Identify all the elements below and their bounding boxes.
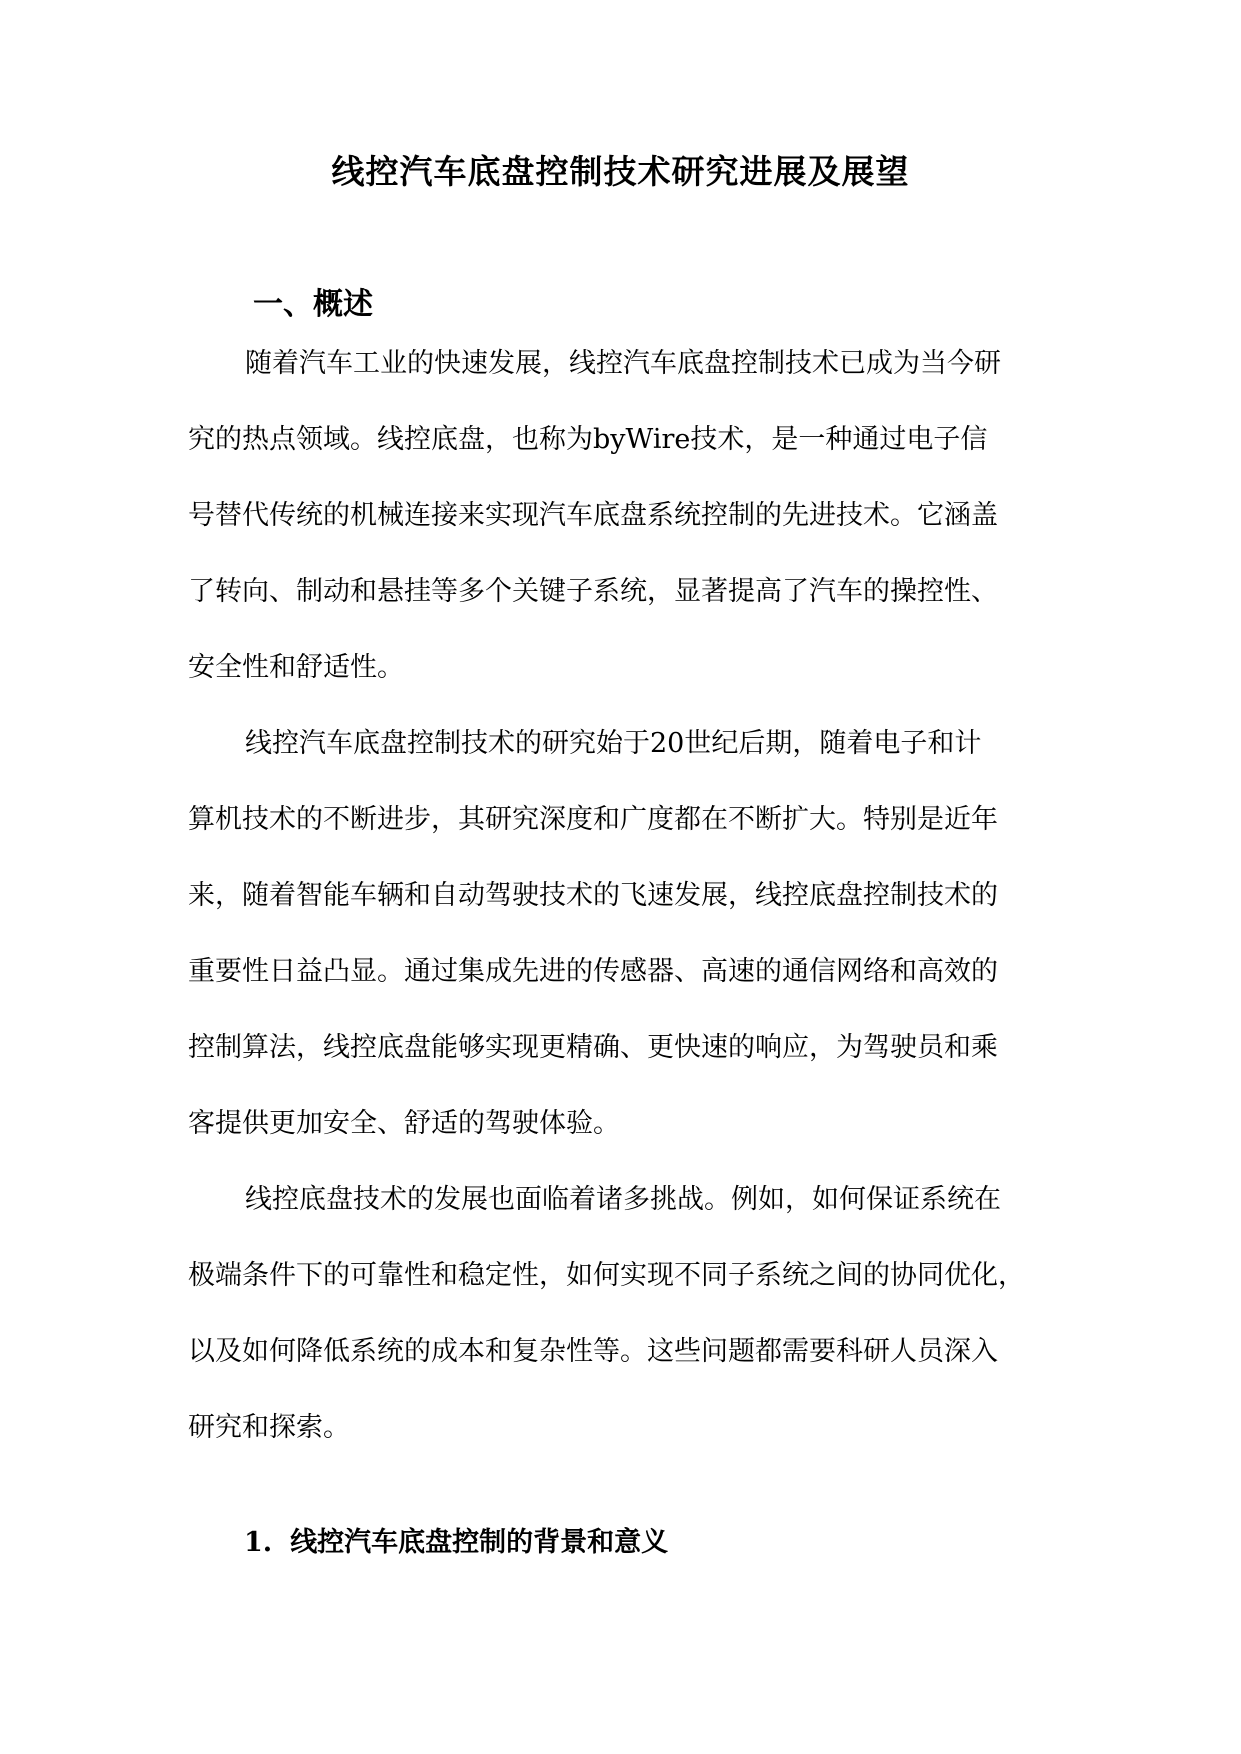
paragraph-line: 研究和探索。: [188, 1412, 350, 1443]
subsection-heading-background: [244, 1523, 668, 1563]
paragraph-line: 客提供更加安全、舒适的驾驶体验。: [188, 1108, 620, 1139]
paragraph-line: 安全性和舒适性。: [188, 652, 404, 683]
paragraph-line: 了转向、制动和悬挂等多个关键子系统，显著提高了汽车的操控性、: [188, 576, 998, 607]
paragraph-line: 随着汽车工业的快速发展，线控汽车底盘控制技术已成为当今研: [245, 348, 1001, 379]
section-heading-overview: 一、概述: [253, 287, 373, 322]
paragraph-line: 重要性日益凸显。通过集成先进的传感器、高速的通信网络和高效的: [188, 956, 998, 987]
paragraph-1: [188, 326, 1058, 706]
paragraph-line: 控制算法，线控底盘能够实现更精确、更快速的响应，为驾驶员和乘: [188, 1032, 998, 1063]
paragraph-line: 号替代传统的机械连接来实现汽车底盘系统控制的先进技术。它涵盖: [188, 500, 998, 531]
document-title: 线控汽车底盘控制技术研究进展及展望: [331, 152, 910, 191]
paragraph-2: [188, 706, 1058, 1162]
paragraph-line: 究的热点领域。线控底盘，也称为byWire技术，是一种通过电子信: [188, 424, 988, 455]
subsection-title: 线控汽车底盘控制的背景和意义: [290, 1527, 669, 1558]
paragraph-line: 极端条件下的可靠性和稳定性，如何实现不同子系统之间的协同优化，: [188, 1260, 1025, 1291]
paragraph-3: [188, 1162, 1058, 1466]
paragraph-line: 以及如何降低系统的成本和复杂性等。这些问题都需要科研人员深入: [188, 1336, 998, 1367]
paragraph-line: 线控底盘技术的发展也面临着诸多挑战。例如，如何保证系统在: [245, 1184, 1001, 1215]
subsection-number: 1.: [244, 1527, 273, 1558]
paragraph-line: 线控汽车底盘控制技术的研究始于20世纪后期，随着电子和计: [245, 728, 982, 759]
paragraph-line: 算机技术的不断进步，其研究深度和广度都在不断扩大。特别是近年: [188, 804, 998, 835]
paragraph-line: 来，随着智能车辆和自动驾驶技术的飞速发展，线控底盘控制技术的: [188, 880, 998, 911]
